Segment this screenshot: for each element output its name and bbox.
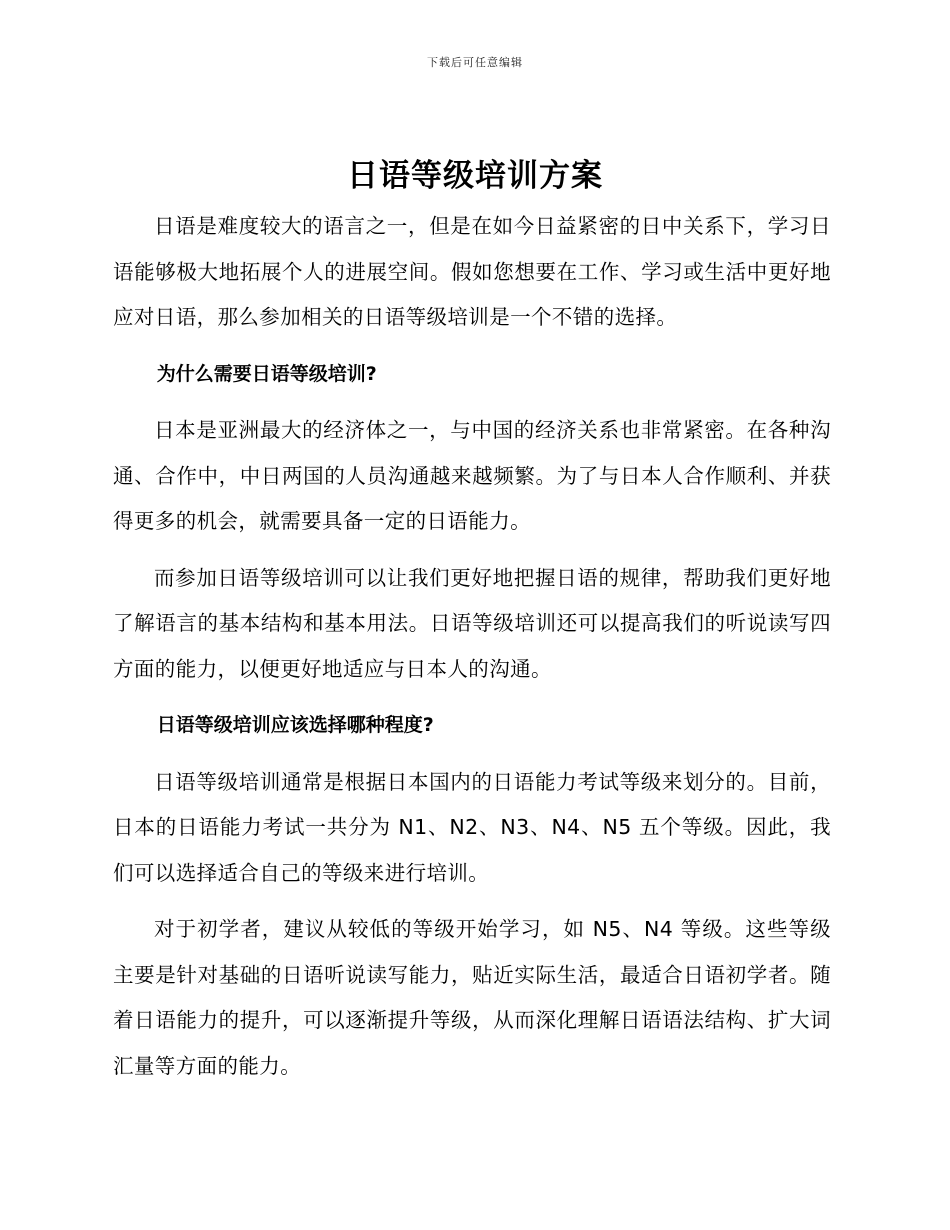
- header-note: 下载后可任意编辑: [427, 56, 523, 69]
- section-heading-why: 为什么需要日语等级培训?: [156, 362, 377, 385]
- document-title: 日语等级培训方案: [347, 158, 603, 194]
- document-body: [113, 204, 831, 1100]
- section-heading-level: 日语等级培训应该选择哪种程度?: [156, 714, 434, 736]
- paragraph-economy: 日本是亚洲最大的经济体之一，与中国的经济关系也非常紧密。在各种沟通、合作中，中日两国的人员沟通越来越频繁。为了与日本人合作顺利、并获得更多的机会，就需要具备一定的日语能力。: [113, 418, 831, 533]
- paragraph-levels: 日语等级培训通常是根据日本国内的日语能力考试等级来划分的。目前，日本的日语能力考试一共分为 N1、N2、N3、N4、N5 五个等级。因此，我们可以选择适合自己的等级来进行培训。: [113, 769, 831, 885]
- paragraph-benefits: 而参加日语等级培训可以让我们更好地把握日语的规律，帮助我们更好地了解语言的基本结构和基本用法。日语等级培训还可以提高我们的听说读写四方面的能力，以便更好地适应与日本人的沟通。: [113, 565, 831, 681]
- paragraph-beginners: 对于初学者，建议从较低的等级开始学习，如 N5、N4 等级。这些等级主要是针对基础的日语听说读写能力，贴近实际生活，最适合日语初学者。随着日语能力的提升，可以逐渐提升等级，从而深化理解日语语法结构、扩大词汇量等方面的能力。: [113, 917, 831, 1078]
- paragraph-intro: 日语是难度较大的语言之一，但是在如今日益紧密的日中关系下，学习日语能够极大地拓展个人的进展空间。假如您想要在工作、学习或生活中更好地应对日语，那么参加相关的日语等级培训是一个不错的选择。: [113, 214, 831, 329]
